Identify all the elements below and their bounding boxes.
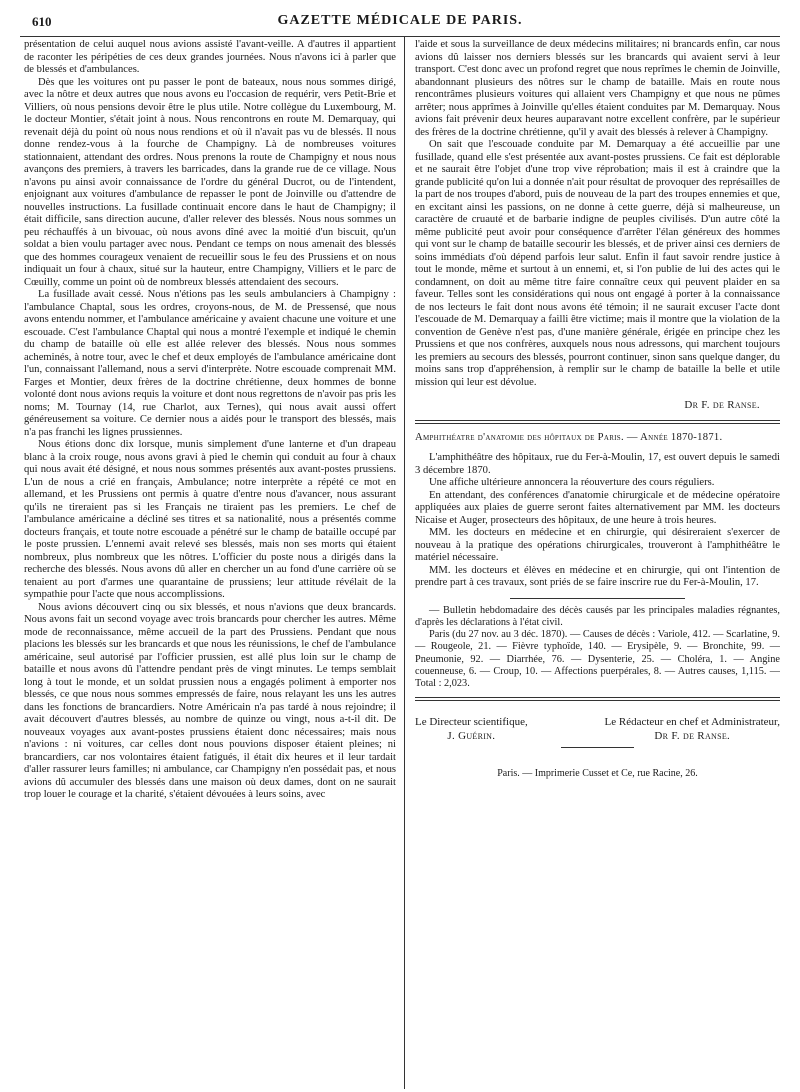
bulletin-body: Paris (du 27 nov. au 3 déc. 1870). — Causes de décès : Variole, 412. — Scarlatine, 9. — Rougeole, 21. — Fièvre typhoïde, 140. — Erysipèle, 9. — Bronchite, 99. — Pneumonie, 92. — Diarrhée, 76. — Dysenterie, 25. — Choléra, 1. — Angine couenneuse, 6. — Croup, 10. — Affections puerpérales, 8. — Autres causes, 1,115. — Total : 2,023. bbox=[415, 629, 780, 690]
notice-paragraph: MM. les docteurs et élèves en médecine et en chirurgie, qui ont l'intention de prendre part à ces travaux, sont priés de se faire inscrire rue du Fer-à-Moulin, 17. bbox=[415, 564, 780, 588]
notice-paragraph: L'amphithéâtre des hôpitaux, rue du Fer-à-Moulin, 17, est ouvert depuis le samedi 3 décembre 1870. bbox=[415, 452, 780, 476]
notice-paragraph: En attendant, des conférences d'anatomie chirurgicale et de médecine opératoire appliquées aux plaies de guerre seront faites alternativement par MM. les docteurs Nicaise et Auger, prosecteurs des hôpitaux, de une heure à trois heures. bbox=[415, 489, 780, 526]
director-name: J. Guérin. bbox=[447, 729, 496, 742]
article-paragraph: La fusillade avait cessé. Nous n'étions pas les seuls ambulanciers à Champigny : l'ambulance Chaptal, sous les ordres, croyons-nous, de M. de Pressensé, que nous avons entendu nommer, et l'ambulance américaine y avaient chacune une voiture et une escouade. C'est l'ambulance Chaptal qui nous a montré l'exemple et indiqué le chemin du champ de bataille où elle est allée relever des blessés. Nous nous sommes acheminés, à notre tour, avec le chef et deux employés de l'ambulance américaine dont l'un, connaissant l'allemand, nous a servi d'interprète. Notre escouade comprenait MM. Farges et Montier, deux frères de la doctrine chrétienne, deux hommes de bonne volonté dont nous avions requis la voiture et dont nous regrettons de n'avoir pas pris les noms; M. Tournay (14, rue Charlot, aux Ternes), qui nous avait aussi offert généreusement sa voiture. Ce dernier nous a aidés pour le transport des blessés, mais n'a pas franchi les lignes prussiennes. bbox=[24, 289, 396, 438]
imprint-rule bbox=[561, 747, 634, 748]
article-paragraph: Nous étions donc dix lorsque, munis simplement d'une lanterne et d'un drapeau blanc à la croix rouge, nous avons gravi à pied le chemin qui conduit au four à chaux qui nous avait été désigné, et nous nous sommes présentés aux avant-postes prussiens. L'un de nous a crié en français, Ambulance; notre interprète a répété ce mot en allemand, et les Prussiens ont permis à quatre d'entre nous d'avancer, nous assurant qu'ils ne tireraient pas si les Français ne tiraient pas les premiers. Le chef de l'ambulance américaine a décliné ses titres et sa nationalité, nous a présentés comme docteurs français, et toute notre escouade a pénétré sur le champ de bataille occupé par le poste prussien. L'ennemi avait relevé ses blessés, mais non ses morts qui étaient nombreux, plus nombreux que les nôtres. L'officier du poste nous a dirigés dans la recherche des blessés. Nous avons dû aller en chercher un au fond d'une carrière où se tenaient au port d'armes une quarantaine de prussiens; leur attitude révélait de la sympathie pour l'acte que nous accomplissions. bbox=[24, 439, 396, 600]
page-header bbox=[20, 10, 780, 37]
article-columns bbox=[20, 37, 780, 1089]
section-divider bbox=[510, 598, 685, 599]
article-paragraph: présentation de celui auquel nous avions assisté l'avant-veille. A d'autres il appartient de raconter les péripéties de ces deux grandes journées. Nous n'avons ici à parler que de blessés et d'ambulances. bbox=[24, 39, 396, 75]
notice-title: Amphithéatre d'anatomie des hôpitaux de Paris. — Année 1870-1871. bbox=[415, 431, 723, 443]
article-signature: Dr F. de Ranse. bbox=[684, 399, 760, 411]
article-paragraph: l'aide et sous la surveillance de deux médecins militaires; ni brancards enfin, car nous avions dû laisser nos derniers blessés sur les brancards qui avaient servi à leur transport. C'est donc avec un profond regret que nous reprîmes le chemin de Joinville, abandonnant plusieurs des nôtres sur le champ de bataille. Mais en route nous rencontrâmes plusieurs voitures qui allaient vers Champigny et que nous ne pûmes arrêter; nous apprîmes à Joinville qu'elles étaient conduites par M. Demarquay. Nous avions fait prévenir deux heures auparavant notre excellent confrère, par le supérieur des frères de la doctrine chrétienne, qu'il y avait des blessés à relever à Champigny. bbox=[415, 39, 780, 138]
page-number: 610 bbox=[32, 14, 52, 29]
article-paragraph: On sait que l'escouade conduite par M. Demarquay a été accueillie par une fusillade, quand elle s'est présentée aux avant-postes prussiens. Ce fait est déplorable et ne saurait être l'objet d'une trop vive réprobation; mais il est à craindre que la grande publicité qu'on lui a donnée n'ait pour résultat de provoquer des représailles de la part de nos troupes d'abord, puis de nouveau de la part des troupes ennemies et que, en excitant ainsi les passions, on ne donne à cette guerre, déjà si malheureuse, un caractère de cruauté et de barbarie indigne de peuples civilisés. D'un autre côté la même publicité peut avoir pour conséquence d'arrêter l'élan généreux des hommes qui vont sur le champ de bataille secourir les blessés, et de priver ainsi ces derniers de soins immédiats d'où dépend parfois leur salut. Enfin il faut savoir rendre justice à tout le monde, même et surtout à un ennemi, et, si l'on publie de lui des actes qui le condamnent, on doit au même titre faire connaître ceux qui peuvent plaider en sa faveur. Telles sont les considérations qui nous ont engagé à porter à la connaissance de nos lecteurs le fait dont nous avons été témoin; il ne saurait excuser l'acte dont l'escouade de M. Demarquay a failli être victime; mais il montre que la violation de la convention de Genève n'est pas, d'une manière générale, érigée en principe chez les Prussiens et que nos confrères, auxquels nous nous adressons, qui marchent toujours les premiers au secours des blessés, pourront continuer, sinon sans quelque danger, du moins sans trop d'appréhension, à remplir sur le champ de bataille la belle et utile mission qui leur est dévolue. bbox=[415, 139, 780, 388]
director-role: Le Directeur scientifique, bbox=[415, 715, 528, 728]
notice-paragraph: MM. les docteurs en médecine et en chirurgie, qui désireraient s'exercer de nouveau à la pratique des opérations chirurgicales, trouveront à l'amphithéâtre le matériel nécessaire. bbox=[415, 527, 780, 563]
section-divider bbox=[415, 420, 780, 424]
footer-divider bbox=[415, 697, 780, 701]
publication-title: GAZETTE MÉDICALE DE PARIS. bbox=[277, 13, 523, 28]
right-column bbox=[405, 37, 780, 1089]
editor-name: Dr F. de Ranse. bbox=[654, 729, 731, 742]
printer-imprint: Paris. — Imprimerie Cusset et Ce, rue Racine, 26. bbox=[497, 767, 698, 779]
editor-signature bbox=[605, 715, 780, 743]
director-signature bbox=[415, 715, 528, 743]
article-paragraph: Dès que les voitures ont pu passer le pont de bateaux, nous nous sommes dirigé, avec la nôtre et deux autres que nous avons eu l'occasion de requérir, vers Petit-Brie et Villiers, où nous pensions devoir être le plus utile. Notre collègue du Luxembourg, M. le docteur Montier, s'était joint à nous. Nous rencontrons en route M. Demarquay, qui revenait déjà du point où nous nous rendions et où il n'avait pas vu de blessés. Il nous donne rendez-vous à la fourche de Champigny. Là de nombreuses voitures stationnaient, attendant des ordres. Nous prenons la route de Champigny et nous nous avançons des premiers, à travers les barricades, dans la grande rue de ce village. Nous n'avons pu ainsi avoir connaissance de l'ordre du général Ducrot, ou de l'intendent, enjoignant aux voitures d'ambulance de repasser le pont de Joinville ou d'attendre de nouvelles instructions. La fusillade continuait encore dans le haut de Champigny; il était difficile, sans direction aucune, d'aller relever des blessés. Nous nous sommes un peu réchauffés à un bivouac, où nous avons dîné avec la moitié d'un biscuit, qu'un soldat a bien voulu partager avec nous. Pendant ce temps on nous amenait des blessés que des hommes courageux venaient de recueillir sous le feu des Prussiens et on nous indiquait un four à chaux, situé sur la hauteur, entre Champigny, Villiers et le parc de Cœuilly, comme un point où de nombreux blessés attendaient des secours. bbox=[24, 76, 396, 288]
left-column bbox=[20, 37, 404, 1089]
notice-paragraph: Une affiche ultérieure annoncera la réouverture des cours réguliers. bbox=[429, 477, 715, 488]
footer-signatures bbox=[415, 715, 780, 743]
article-paragraph: Nous avions découvert cinq ou six blessés, et nous n'avions que deux brancards. Nous avons fait un second voyage avec trois brancards pour chercher les autres. Même mode de reconnaissance, même accueil de la part des Prussiens. Pendant que nous placions les blessés sur les brancards et que nous les réunissions, le chef de l'ambulance américaine, seul autorisé par l'officier prussien, est allé plus loin sur le champ de bataille et nous avons dû l'attendre pendant près de vingt minutes. Le temps semblait long à tout le monde, et un soldat prussien nous a engagés poliment à emporter nos blessés, ce que nous nous sommes empressés de faire, nous relayant les uns les autres dans les fonctions de brancardiers. Notre Américain n'a pas tardé à nous rejoindre; il avait découvert d'autres blessés, au nombre de quinze ou vingt, nous a-t-il dit. De nouveaux voyages aux avant-postes prussiens étaient donc nécessaires; mais nous n'avions : ni voitures, car celles dont nous pouvions disposer étaient pleines; ni brancardiers, car nos volontaires étaient fatigués, il était dix heures et il leur tardait d'aller rassurer leurs familles; ni ambulance, car Champigny n'en possédait pas, et nous avions dû accumuler des blessés dans une maison où deux dames, dont on ne saurait trop louer le courage et la charité, s'étaient dévouées à leurs soins, avec bbox=[24, 601, 396, 800]
bulletin-intro: — Bulletin hebdomadaire des décès causés par les principales maladies régnantes, d'après les déclarations à l'état civil. bbox=[415, 604, 780, 628]
editor-role: Le Rédacteur en chef et Administrateur, bbox=[604, 715, 780, 728]
